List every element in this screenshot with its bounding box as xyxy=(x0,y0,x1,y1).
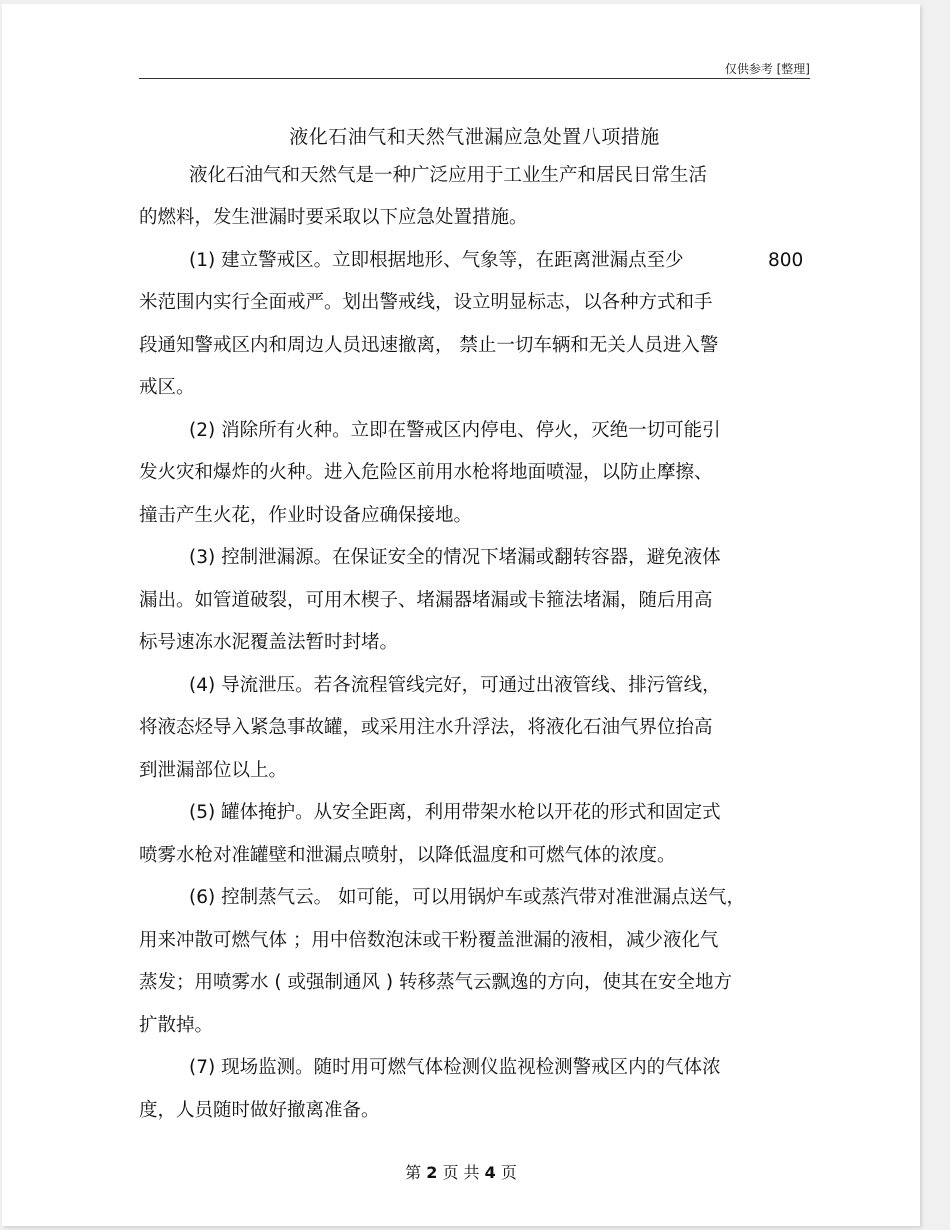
item3-line-2: 漏出。如管道破裂，可用木楔子、堵漏器堵漏或卡箍法堵漏，随后用高 xyxy=(139,590,713,611)
item6-line-3: 蒸发；用喷雾水 ( 或强制通风 ) 转移蒸气云飘逸的方向，使其在安全地方 xyxy=(139,972,732,993)
intro-line-1: 液化石油气和天然气是一种广泛应用于工业生产和居民日常生活 xyxy=(189,165,708,186)
item7-line-1: (7) 现场监测。随时用可燃气体检测仪监视检测警戒区内的气体浓 xyxy=(189,1057,721,1078)
item5-line-2: 喷雾水枪对准罐壁和泄漏点喷射，以降低温度和可燃气体的浓度。 xyxy=(139,845,676,866)
item4-line-1: (4) 导流泄压。若各流程管线完好，可通过出液管线、排污管线， xyxy=(189,675,721,696)
footer-prefix: 第 xyxy=(405,1163,422,1182)
item1-distance-number: 800 xyxy=(768,250,804,271)
footer-middle: 页 共 xyxy=(442,1163,480,1182)
item3-line-1: (3) 控制泄漏源。在保证安全的情况下堵漏或翻转容器，避免液体 xyxy=(189,547,721,568)
document-title: 液化石油气和天然气泄漏应急处置八项措施 xyxy=(289,126,660,148)
page-footer xyxy=(2,1160,920,1183)
document-page xyxy=(2,4,920,1226)
item1-line-1: (1) 建立警戒区。立即根据地形、气象等，在距离泄漏点至少 xyxy=(189,250,684,271)
item3-line-3: 标号速冻水泥覆盖法暂时封堵。 xyxy=(139,632,399,653)
footer-suffix: 页 xyxy=(500,1163,517,1182)
item4-line-3: 到泄漏部位以上。 xyxy=(139,760,288,781)
intro-line-2: 的燃料，发生泄漏时要采取以下应急处置措施。 xyxy=(139,207,528,228)
item4-line-2: 将液态烃导入紧急事故罐，或采用注水升浮法，将液化石油气界位抬高 xyxy=(139,717,713,738)
item1-line-4: 戒区。 xyxy=(139,377,195,398)
item6-line-4: 扩散掉。 xyxy=(139,1015,214,1036)
footer-total-pages: 4 xyxy=(484,1163,496,1182)
item6-line-2: 用来冲散可燃气体 ；用中倍数泡沫或干粉覆盖泄漏的液相，减少液化气 xyxy=(139,930,719,951)
item2-line-3: 撞击产生火花，作业时设备应确保接地。 xyxy=(139,505,473,526)
item2-line-2: 发火灾和爆炸的火种。进入危险区前用水枪将地面喷湿，以防止摩擦、 xyxy=(139,462,713,483)
footer-page-number: 2 xyxy=(426,1163,438,1182)
item2-line-1: (2) 消除所有火种。立即在警戒区内停电、停火，灭绝一切可能引 xyxy=(189,420,721,441)
header-rule xyxy=(139,78,810,79)
item1-line-2: 米范围内实行全面戒严。划出警戒线，设立明显标志，以各种方式和手 xyxy=(139,292,713,313)
item5-line-1: (5) 罐体掩护。从安全距离，利用带架水枪以开花的形式和固定式 xyxy=(189,802,721,823)
item7-line-2: 度，人员随时做好撤离准备。 xyxy=(139,1100,380,1121)
item6-line-1: (6) 控制蒸气云。 如可能，可以用锅炉车或蒸汽带对准泄漏点送气， xyxy=(189,887,745,908)
header-note: 仅供参考 [整理] xyxy=(724,62,810,76)
item1-line-3: 段通知警戒区内和周边人员迅速撤离， 禁止一切车辆和无关人员进入警 xyxy=(139,335,719,356)
